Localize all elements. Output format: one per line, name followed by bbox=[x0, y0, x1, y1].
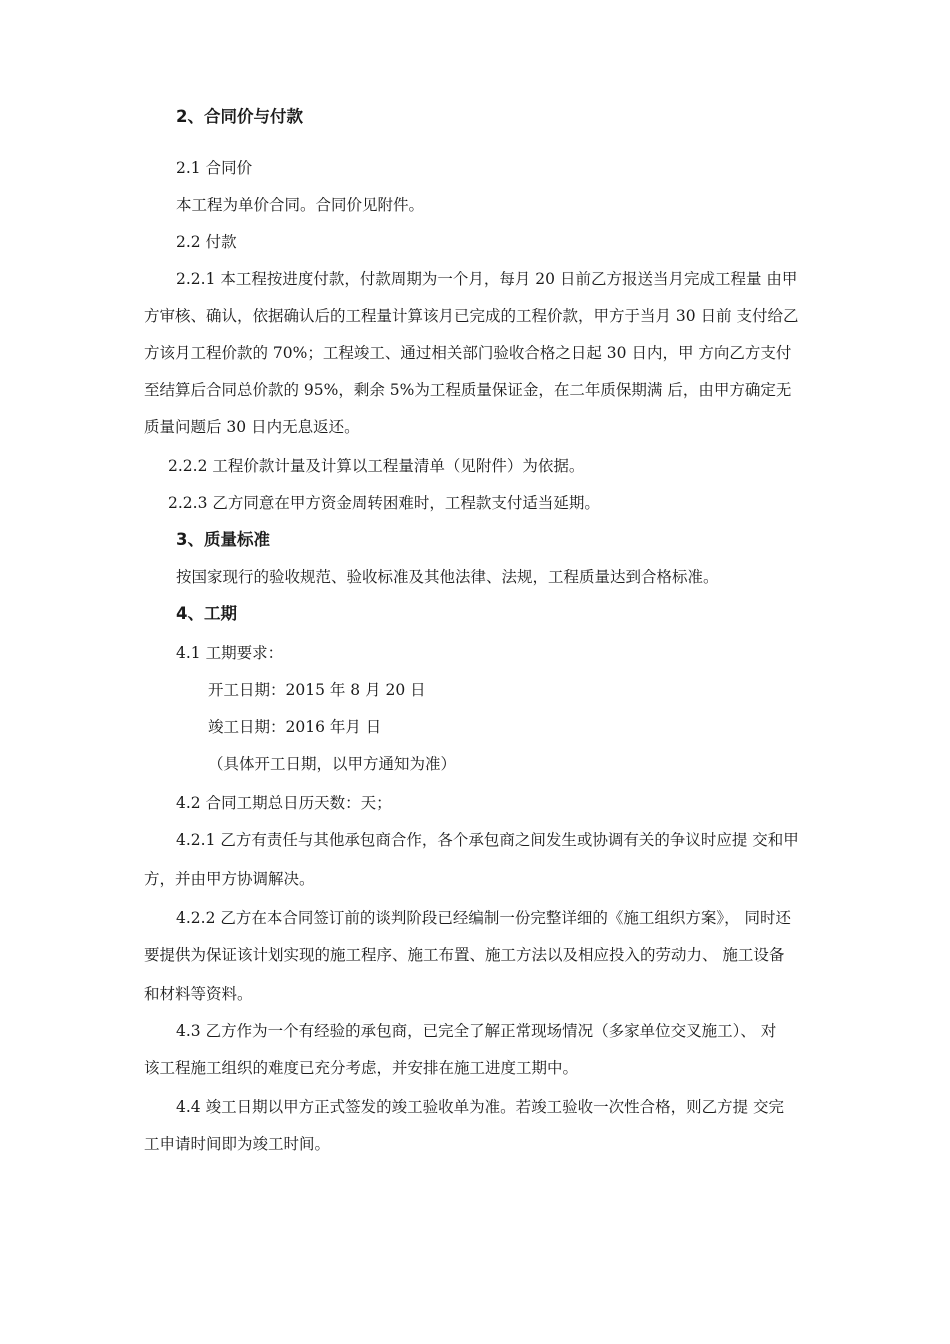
section-3-heading: 3、质量标准 bbox=[176, 530, 270, 549]
paragraph-2-2-1-line: 质量问题后 30 日内无息返还。 bbox=[144, 418, 360, 436]
section-2-heading: 2、合同价与付款 bbox=[176, 107, 303, 126]
paragraph-4-3-line: 该工程施工组织的难度已充分考虑，并安排在施工进度工期中。 bbox=[144, 1059, 579, 1077]
section-2-2-heading: 2.2 付款 bbox=[176, 233, 237, 251]
paragraph-4-4-line: 4.4 竣工日期以甲方正式签发的竣工验收单为准。若竣工验收一次性合格，则乙方提 交完 bbox=[176, 1098, 785, 1116]
start-date-note: （具体开工日期，以甲方通知为准） bbox=[208, 755, 457, 773]
paragraph-2-2-1-line: 方审核、确认，依据确认后的工程量计算该月已完成的工程价款，甲方于当月 30 日前 支付给乙 bbox=[144, 307, 799, 325]
paragraph-4-4-line: 工申请时间即为竣工时间。 bbox=[144, 1135, 331, 1153]
section-4-2: 4.2 合同工期总日历天数：天； bbox=[176, 794, 392, 812]
completion-date: 竣工日期：2016 年月 日 bbox=[208, 718, 382, 736]
section-2-1-text: 本工程为单价合同。合同价见附件。 bbox=[176, 196, 425, 214]
paragraph-4-2-1-line: 4.2.1 乙方有责任与其他承包商合作，各个承包商之间发生或协调有关的争议时应提 交和甲 bbox=[176, 831, 799, 849]
section-4-heading: 4、工期 bbox=[176, 604, 237, 623]
paragraph-4-2-1-line: 方，并由甲方协调解决。 bbox=[144, 870, 315, 888]
paragraph-4-2-2-line: 4.2.2 乙方在本合同签订前的谈判阶段已经编制一份完整详细的《施工组织方案》， 同时还 bbox=[176, 909, 792, 927]
paragraph-2-2-1-line: 至结算后合同总价款的 95%，剩余 5%为工程质量保证金，在二年质保期满 后，由甲方确定无 bbox=[144, 381, 792, 399]
paragraph-2-2-1-line: 2.2.1 本工程按进度付款，付款周期为一个月，每月 20 日前乙方报送当月完成工程量 由甲 bbox=[176, 270, 798, 288]
paragraph-2-2-3: 2.2.3 乙方同意在甲方资金周转困难时，工程款支付适当延期。 bbox=[168, 494, 600, 512]
section-2-1-heading: 2.1 合同价 bbox=[176, 159, 253, 177]
paragraph-4-3-line: 4.3 乙方作为一个有经验的承包商，已完全了解正常现场情况（多家单位交叉施工）、 对 bbox=[176, 1022, 777, 1040]
section-4-1-heading: 4.1 工期要求： bbox=[176, 644, 284, 662]
section-3-text: 按国家现行的验收规范、验收标准及其他法律、法规，工程质量达到合格标准。 bbox=[176, 568, 719, 586]
paragraph-4-2-2-line: 和材料等资料。 bbox=[144, 985, 253, 1003]
paragraph-2-2-1-line: 方该月工程价款的 70%；工程竣工、通过相关部门验收合格之日起 30 日内，甲 方向乙方支付 bbox=[144, 344, 792, 362]
paragraph-2-2-2: 2.2.2 工程价款计量及计算以工程量清单（见附件）为依据。 bbox=[168, 457, 585, 475]
start-date: 开工日期：2015 年 8 月 20 日 bbox=[208, 681, 426, 699]
paragraph-4-2-2-line: 要提供为保证该计划实现的施工程序、施工布置、施工方法以及相应投入的劳动力、 施工设备 bbox=[144, 946, 785, 964]
